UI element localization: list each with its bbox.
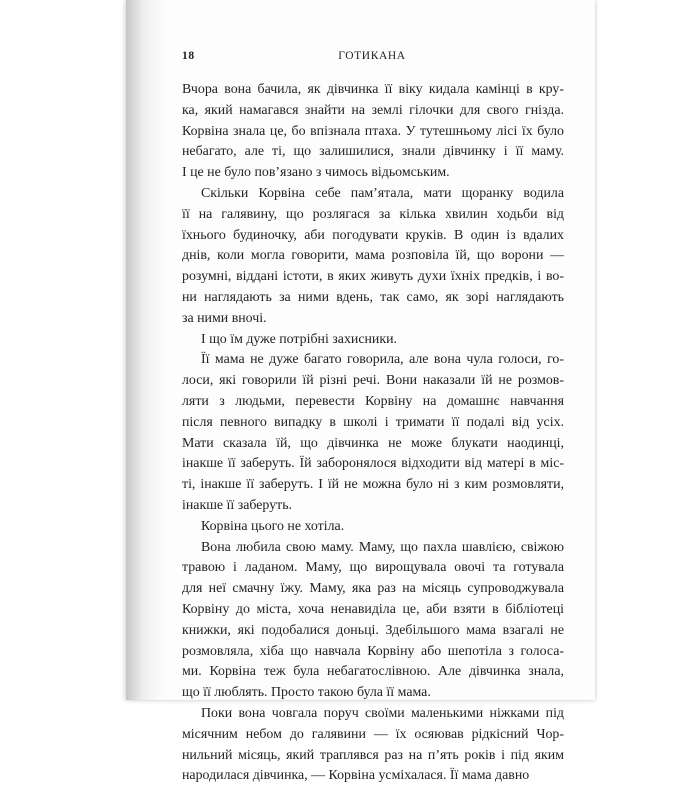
text-line: лоси, які говорили їй різні речі. Вони наказали їй не розмов- [182, 373, 564, 389]
text-line: після певного випадку в школі і тримати її подалі від усіх. [182, 414, 564, 430]
text-line: ни наглядають за ними вдень, так само, як зорі наглядають [182, 289, 564, 305]
paragraph [182, 517, 564, 538]
running-header [182, 50, 562, 66]
text-line: Її мама не дуже багато говорила, але вона чула голоси, го- [201, 352, 564, 368]
text-line: ляти з людьми, перевести Корвіну на домашнє навчання [182, 393, 564, 409]
text-line: за ними вночі. [182, 310, 267, 326]
text-line: Корвіну до міста, хоча ненавиділа це, аби взяти в бібліотеці [182, 601, 564, 617]
text-line: народилася дівчинка, — Корвіна усміхалася. Її мама давно [182, 768, 530, 784]
text-line: І що їм дуже потрібні захисники. [201, 331, 398, 347]
text-line: Скільки Корвіна себе пам’ятала, мати щоранку водила [201, 185, 564, 201]
text-line: їхнього будиночку, аби погодувати круків. В один із вдалих [182, 227, 564, 243]
text-line: Мати сказала їй, що дівчинка не може блукати наодинці, [182, 435, 564, 451]
paragraph [182, 350, 564, 516]
text-line: розумні, віддані істоти, в яких живуть духи їхніх предків, і во- [182, 269, 564, 285]
text-line: ті, інакше її заберуть. І їй не можна було ні з ким розмовляти, [182, 477, 564, 493]
text-line: її на галявину, що розлягася за кілька хвилин ходьби від [182, 206, 564, 222]
page-number: 18 [182, 50, 195, 62]
text-line: що її люблять. Просто такою була її мама. [182, 685, 431, 701]
text-line: ми. Корвіна теж була небагатослівною. Але дівчинка знала, [182, 664, 564, 680]
text-line: Вчора вона бачила, як дівчинка її віку кидала камінці в кру- [182, 82, 564, 97]
text-line: розмовляла, хіба що навчала Корвіну або шепотіла з голоса- [182, 643, 564, 659]
body-text [182, 80, 564, 787]
text-line: Поки вона човгала поруч своїми маленькими ніжками під [201, 705, 564, 721]
text-line: днів, коли могла говорити, мама розповіла їй, що ворони — [182, 248, 564, 264]
text-line: Корвіна знала це, бо впізнала птаха. У тутешньому лісі їх було [182, 123, 564, 139]
text-line: інакше її заберуть. [182, 497, 293, 513]
text-line: травою і ладаном. Маму, що вирощувала овочі та готувала [182, 560, 564, 576]
text-line: інакше її заберуть. Їй заборонялося відходити від матері в міс- [182, 456, 564, 472]
text-line: нильний місяць, який траплявся раз на п’ять років і під яким [182, 747, 564, 763]
text-line: небагато, але ті, що залишилися, знали дівчинку і її маму. [182, 144, 564, 160]
paragraph [182, 538, 564, 704]
paragraph [182, 80, 564, 184]
text-line: книжки, які подобалися доньці. Здебільшого мама взагалі не [182, 622, 564, 638]
paragraph [182, 184, 564, 330]
text-line: місячним небом до галявини — їх осяював рідкісний Чор- [182, 726, 564, 742]
paragraph [182, 704, 564, 787]
text-line: для неї смачну їжу. Маму, яка раз на місяць супроводжувала [182, 581, 564, 597]
text-line: ка, який намагався знайти на землі гілочки для свого гнізда. [182, 102, 564, 118]
text-line: Вона любила свою маму. Маму, що пахла шавлією, свіжою [201, 539, 564, 555]
paragraph [182, 330, 564, 351]
text-line: Корвіна цього не хотіла. [201, 518, 345, 534]
running-title: ГОТИКАНА [338, 50, 406, 62]
text-line: І це не було пов’язано з чимось відьомським. [182, 165, 450, 181]
